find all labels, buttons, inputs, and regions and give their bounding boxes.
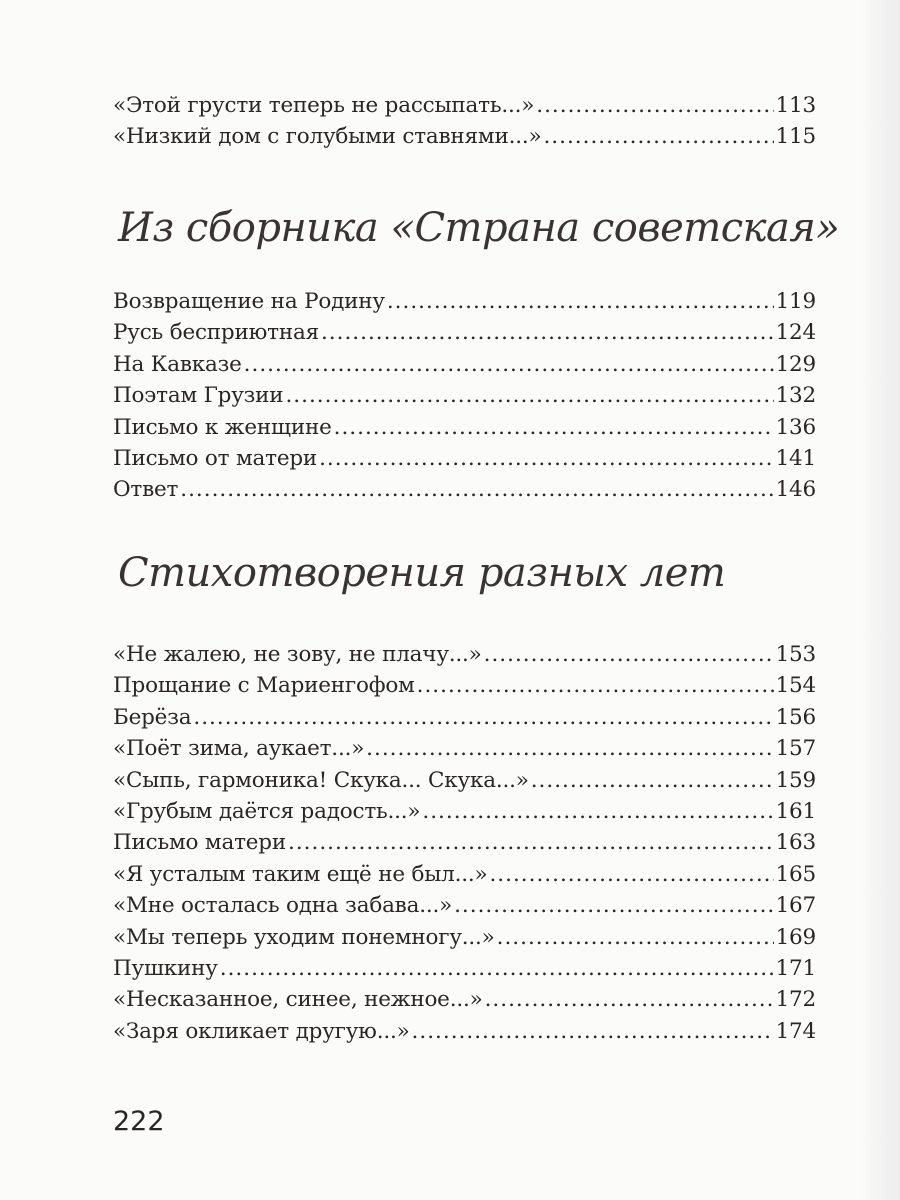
dot-leader [334,412,774,443]
dot-leader [417,670,774,701]
dot-leader [321,317,774,348]
dot-leader [484,639,774,670]
dot-leader [536,90,773,121]
toc-entry-page: 141 [775,445,816,471]
page-edge-shadow [860,0,900,1200]
dot-leader [543,121,773,152]
toc-entry-page: 132 [775,383,816,409]
dot-leader [319,443,774,474]
toc-entry-page: 165 [775,861,816,887]
toc-entry-page: 146 [775,477,816,503]
toc-entry [113,412,816,443]
toc-entry-title: Берёза [113,704,192,730]
toc-entry [113,90,816,121]
toc-entry [113,380,816,411]
toc-entry-page: 115 [775,124,816,150]
toc-section-raznyh-let [113,639,816,1047]
toc-entry-title: Письмо матери [113,830,286,856]
toc-entry-title: Ответ [113,477,179,503]
toc-section-continued [113,90,816,153]
toc-entry [113,796,816,827]
toc-entry-page: 169 [775,924,816,950]
toc-entry [113,443,816,474]
toc-entry-title: «Несказанное, синее, нежное...» [113,987,483,1013]
toc-entry-page: 124 [775,320,816,346]
toc-entry-title: «Низкий дом с голубыми ставнями...» [113,124,542,150]
toc-entry [113,733,816,764]
toc-entry [113,639,816,670]
toc-entry [113,1016,816,1047]
toc-entry [113,827,816,858]
toc-entry [113,890,816,921]
toc-entry [113,121,816,152]
toc-entry-title: Письмо к женщине [113,414,332,440]
toc-entry-page: 159 [775,767,816,793]
toc-entry-page: 119 [775,289,816,314]
toc-entry-title: «Поёт зима, аукает...» [113,736,365,762]
toc-entry [113,765,816,796]
dot-leader [412,1016,774,1047]
toc-entry-page: 136 [775,414,816,440]
dot-leader [180,474,773,505]
dot-leader [244,349,774,380]
dot-leader [422,796,773,827]
toc-entry-page: 129 [775,351,816,377]
toc-entry [113,922,816,953]
toc-entry [113,984,816,1015]
toc-entry-title: Пушкину [113,955,218,981]
toc-entry-title: «Заря окликает другую...» [113,1018,410,1044]
toc-entry-page: 171 [775,955,816,981]
toc-entry-title: «Мы теперь уходим понемногу...» [113,924,495,950]
toc-entry-title: Письмо от матери [113,445,318,471]
dot-leader [288,827,774,858]
toc-entry [113,702,816,733]
toc-entry-page: 154 [775,673,816,699]
dot-leader [497,922,774,953]
toc-entry-title: На Кавказе [113,351,242,377]
dot-leader [489,859,773,890]
dot-leader [220,953,774,984]
dot-leader [193,702,773,733]
toc-entry-page: 167 [775,893,816,919]
toc-entry-page: 174 [775,1018,816,1044]
section-heading-raznyh-let: Стихотворения разных лет [118,550,726,596]
toc-entry [113,349,816,380]
toc-entry-page: 163 [775,830,816,856]
section-heading-strana-sovetskaya: Из сборника «Страна советская» [118,205,840,251]
toc-entry-title: «Этой грусти теперь не рассыпать...» [113,93,535,118]
toc-entry-page: 153 [775,642,816,667]
toc-entry-title: Поэтам Грузии [113,383,284,409]
toc-entry-page: 157 [775,736,816,762]
dot-leader [454,890,774,921]
toc-entry [113,286,816,317]
toc-entry-page: 156 [775,704,816,730]
toc-entry [113,953,816,984]
dot-leader [531,765,774,796]
toc-entry-page: 172 [775,987,816,1013]
toc-entry-title: Русь бесприютная [113,320,319,346]
toc-entry-page: 161 [775,798,816,824]
dot-leader [387,286,774,317]
toc-entry [113,670,816,701]
toc-entry-title: «Не жалею, не зову, не плачу...» [113,642,482,667]
dot-leader [366,733,773,764]
toc-entry-title: Прощание с Мариенгофом [113,673,415,699]
dot-leader [485,984,774,1015]
dot-leader [285,380,773,411]
toc-section-strana-sovetskaya [113,286,816,506]
page-number: 222 [113,1106,165,1137]
toc-entry-title: «Сыпь, гармоника! Скука... Скука...» [113,767,529,793]
toc-entry-title: Возвращение на Родину [113,289,385,314]
toc-entry [113,859,816,890]
toc-entry-title: «Мне осталась одна забава...» [113,893,453,919]
toc-entry [113,474,816,505]
toc-entry [113,317,816,348]
toc-entry-title: «Грубым даётся радость...» [113,798,421,824]
toc-entry-page: 113 [775,93,816,118]
toc-entry-title: «Я усталым таким ещё не был...» [113,861,488,887]
